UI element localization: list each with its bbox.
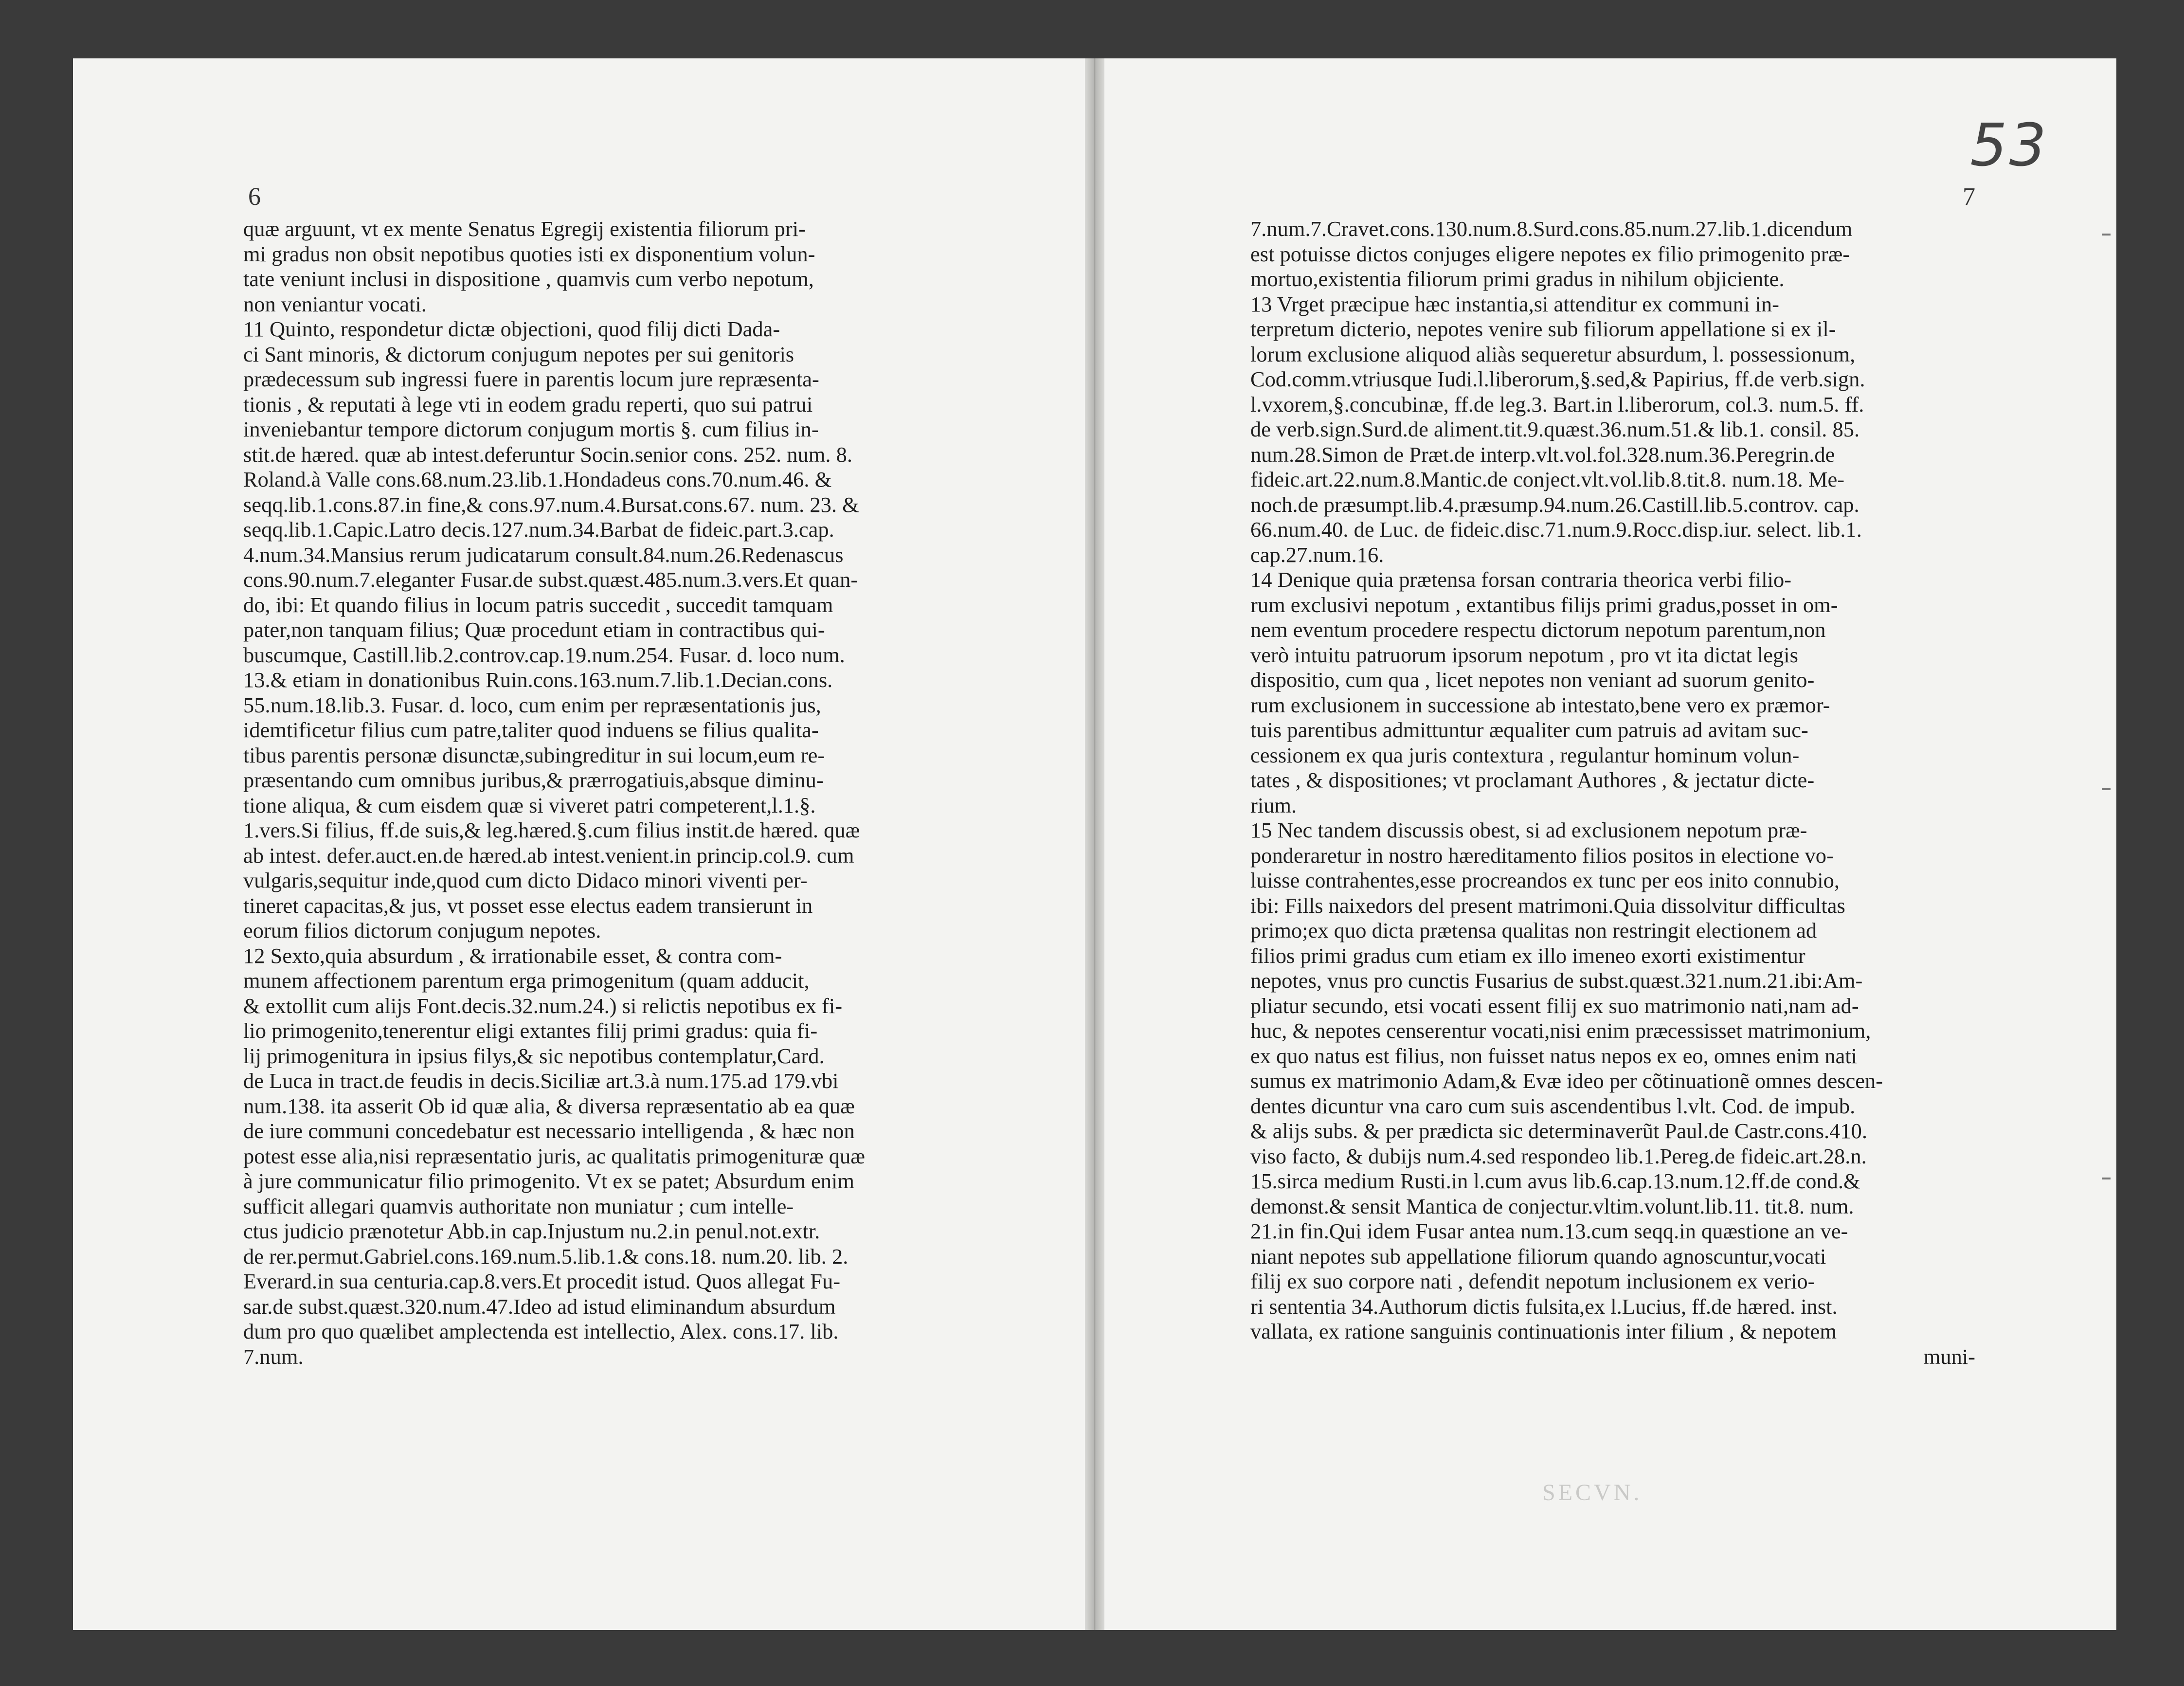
text-line: & alijs subs. & per prædicta sic determinaverũt Paul.de Castr.cons.410. (1250, 1119, 1868, 1143)
text-line: noch.de præsumpt.lib.4.præsump.94.num.26.Castill.lib.5.controv. cap. (1250, 492, 1859, 517)
text-line: cons.90.num.7.eleganter Fusar.de subst.quæst.485.num.3.vers.Et quan- (243, 567, 858, 592)
faint-bleed-through: SECVN. (1542, 1480, 1643, 1505)
text-line: 4.num.34.Mansius rerum judicatarum consult.84.num.26.Redenascus (243, 542, 844, 567)
book-gutter (1085, 58, 1104, 1630)
text-line: mi gradus non obsit nepotibus quoties isti ex disponentium volun- (243, 241, 815, 266)
text-line: de Luca in tract.de feudis in decis.Siciliæ art.3.à num.175.ad 179.vbi (243, 1069, 839, 1093)
text-line: 13 Vrget præcipue hæc instantia,si attenditur ex communi in- (1250, 291, 1779, 316)
text-line: ex quo natus est filius, non fuisset natus nepos ex eo, omnes enim nati (1250, 1043, 1858, 1068)
right-page-number: 7 (1963, 183, 1975, 211)
right-page (1104, 58, 2116, 1630)
text-line: Roland.à Valle cons.68.num.23.lib.1.Hondadeus cons.70.num.46. & (243, 467, 832, 491)
text-line: 13.& etiam in donationibus Ruin.cons.163.num.7.lib.1.Decian.cons. (243, 668, 833, 692)
text-line: ri sententia 34.Authorum dictis fulsita,ex l.Lucius, ff.de hæred. inst. (1250, 1294, 1838, 1319)
left-page (73, 58, 1085, 1630)
text-line: Everard.in sua centuria.cap.8.vers.Et procedit istud. Quos allegat Fu- (243, 1269, 841, 1293)
text-line: verò intuitu patruorum ipsorum nepotum , pro vt ita dictat legis (1250, 642, 1798, 667)
page-edge-tick (2102, 234, 2111, 236)
text-line: quæ arguunt, vt ex mente Senatus Egregij existentia filiorum pri- (243, 217, 806, 241)
text-line: rum exclusionem in successione ab intestato,bene vero ex præmor- (1250, 692, 1830, 717)
text-line: sufficit allegari quamvis authoritate non muniatur ; cum intelle- (243, 1194, 794, 1218)
text-line: est potuisse dictos conjuges eligere nepotes ex filio primogenito præ- (1250, 241, 1850, 266)
text-line: ibi: Fills naixedors del present matrimoni.Quia dissolvitur difficultas (1250, 893, 1845, 918)
text-line: pliatur secundo, etsi vocati essent filij ex suo matrimonio nati,nam ad- (1250, 993, 1859, 1018)
text-line: tionis , & reputati à lege vti in eodem gradu reperti, quo sui patrui (243, 392, 813, 417)
text-line: 1.vers.Si filius, ff.de suis,& leg.hæred.§.cum filius instit.de hæred. quæ (243, 818, 860, 842)
text-line: de iure communi concedebatur est necessario intelligenda , & hæc non (243, 1119, 855, 1143)
text-line: nem eventum procedere respectu dictorum nepotum parentum,non (1250, 617, 1826, 642)
text-line: 14 Denique quia prætensa forsan contraria theorica verbi filio- (1250, 567, 1792, 592)
text-line: & extollit cum alijs Font.decis.32.num.24.) si relictis nepotibus ex fi- (243, 993, 843, 1018)
text-line: seqq.lib.1.cons.87.in fine,& cons.97.num.4.Bursat.cons.67. num. 23. & (243, 492, 859, 517)
text-line: ponderaretur in nostro hæreditamento filios positos in electione vo- (1250, 843, 1834, 868)
text-line: tate veniunt inclusi in dispositione , quamvis cum verbo nepotum, (243, 267, 814, 291)
text-line: lij primogenitura in ipsius filys,& sic nepotibus contemplatur,Card. (243, 1043, 825, 1068)
text-line: filios primi gradus cum etiam ex illo imeneo exorti existimentur (1250, 943, 1805, 968)
text-line: idemtificetur filius cum patre,taliter quod induens se filius qualita- (243, 718, 819, 742)
text-line: potest esse alia,nisi repræsentatio juris, ac qualitatis primogenituræ quæ (243, 1143, 865, 1168)
text-line: cap.27.num.16. (1250, 542, 1384, 567)
text-line: sumus ex matrimonio Adam,& Evæ ideo per cõtinuationẽ omnes descen- (1250, 1069, 1883, 1093)
text-line: viso facto, & dubijs num.4.sed respondeo lib.1.Pereg.de fideic.art.28.n. (1250, 1143, 1867, 1168)
text-line: l.vxorem,§.concubinæ, ff.de leg.3. Bart.in l.liberorum, col.3. num.5. ff. (1250, 392, 1864, 417)
text-line: 7.num.7.Cravet.cons.130.num.8.Surd.cons.85.num.27.lib.1.dicendum (1250, 217, 1853, 241)
text-line: præsentando cum omnibus juribus,& prærrogatiuis,absque diminu- (243, 768, 824, 792)
book-spread (73, 58, 2116, 1630)
text-line: cessionem ex qua juris contextura , regulantur hominum volun- (1250, 743, 1800, 767)
text-line: de rer.permut.Gabriel.cons.169.num.5.lib.1.& cons.18. num.20. lib. 2. (243, 1244, 848, 1269)
text-line: ctus judicio prænotetur Abb.in cap.Injustum nu.2.in penul.not.extr. (243, 1219, 820, 1243)
text-line: huc, & nepotes censerentur vocati,nisi enim præcessisset matrimonium, (1250, 1018, 1871, 1043)
text-line: vallata, ex ratione sanguinis continuationis inter filium , & nepotem (1250, 1319, 1837, 1343)
text-line: dum pro quo quælibet amplectenda est intellectio, Alex. cons.17. lib. (243, 1319, 839, 1343)
text-line: dentes dicuntur vna caro cum suis ascendentibus l.vlt. Cod. de impub. (1250, 1093, 1856, 1118)
text-line: tibus parentis personæ disunctæ,subingreditur in sui locum,eum re- (243, 743, 825, 767)
text-line: tineret capacitas,& jus, vt posset esse electus eadem transierunt in (243, 893, 813, 918)
text-line: à jure communicatur filio primogenito. Vt ex se patet; Absurdum enim (243, 1169, 855, 1193)
text-line: stit.de hæred. quæ ab intest.deferuntur Socin.senior cons. 252. num. 8. (243, 442, 852, 467)
text-line: sar.de subst.quæst.320.num.47.Ideo ad istud eliminandum absurdum (243, 1294, 836, 1319)
text-line: dispositio, cum qua , licet nepotes non veniant ad suorum genito- (1250, 668, 1815, 692)
text-line: 21.in fin.Qui idem Fusar antea num.13.cum seqq.in quæstione an ve- (1250, 1219, 1848, 1243)
text-line: primo;ex quo dicta prætensa qualitas non restringit electionem ad (1250, 918, 1817, 943)
text-line: tione aliqua, & cum eisdem quæ si viveret patri competerent,l.1.§. (243, 793, 816, 817)
text-line: luisse contrahentes,esse procreandos ex tunc per eos inito connubio, (1250, 868, 1840, 892)
text-line: non veniantur vocati. (243, 291, 427, 316)
text-line: nepotes, vnus pro cunctis Fusarius de subst.quæst.321.num.21.ibi:Am- (1250, 968, 1863, 993)
right-page-text (1250, 217, 1975, 1369)
text-line: de verb.sign.Surd.de aliment.tit.9.quæst.36.num.51.& lib.1. consil. 85. (1250, 417, 1860, 441)
text-line: 15 Nec tandem discussis obest, si ad exclusionem nepotum præ- (1250, 818, 1807, 842)
text-line: vulgaris,sequitur inde,quod cum dicto Didaco minori viventi per- (243, 868, 808, 892)
text-line: mortuo,existentia filiorum primi gradus in nihilum objiciente. (1250, 267, 1785, 291)
text-line: 12 Sexto,quia absurdum , & irrationabile esset, & contra com- (243, 943, 782, 968)
right-catchword: muni- (1923, 1344, 1975, 1369)
text-line: do, ibi: Et quando filius in locum patris succedit , succedit tamquam (243, 592, 833, 617)
text-line: 66.num.40. de Luc. de fideic.disc.71.num.9.Rocc.disp.iur. select. lib.1. (1250, 517, 1862, 542)
text-line: lorum exclusione aliquod aliàs sequeretur absurdum, l. possessionum, (1250, 342, 1856, 366)
text-line: rium. (1250, 793, 1297, 817)
text-line: filij ex suo corpore nati , defendit nepotum inclusionem ex verio- (1250, 1269, 1815, 1293)
text-line: inveniebantur tempore dictorum conjugum mortis §. cum filius in- (243, 417, 819, 441)
text-line: num.138. ita asserit Ob id quæ alia, & diversa repræsentatio ab ea quæ (243, 1093, 855, 1118)
page-edge-tick (2102, 788, 2111, 790)
left-page-text (243, 217, 968, 1369)
text-line: demonst.& sensit Mantica de conjectur.vltim.volunt.lib.11. tit.8. num. (1250, 1194, 1854, 1218)
text-line: terpretum dicterio, nepotes venire sub filiorum appellatione si ex il- (1250, 317, 1836, 341)
text-line: tuis parentibus admittuntur æqualiter cum patruis ad avitam suc- (1250, 718, 1808, 742)
text-line: tates , & dispositiones; vt proclamant Authores , & jectatur dicte- (1250, 768, 1815, 792)
text-line: munem affectionem parentum erga primogenitum (quam adducit, (243, 968, 810, 993)
text-line: prædecessum sub ingressi fuere in parentis locum jure repræsenta- (243, 367, 819, 391)
text-line: lio primogenito,tenerentur eligi extantes filij primi gradus: quia fi- (243, 1018, 818, 1043)
text-line: seqq.lib.1.Capic.Latro decis.127.num.34.Barbat de fideic.part.3.cap. (243, 517, 834, 542)
text-line: 7.num. (243, 1344, 304, 1369)
text-line: buscumque, Castill.lib.2.controv.cap.19.num.254. Fusar. d. loco num. (243, 642, 845, 667)
left-page-number: 6 (248, 183, 261, 211)
text-line: eorum filios dictorum conjugum nepotes. (243, 918, 601, 943)
text-line: rum exclusivi nepotum , extantibus filijs primi gradus,posset in om- (1250, 592, 1838, 617)
text-line: pater,non tanquam filius; Quæ procedunt etiam in contractibus qui- (243, 617, 825, 642)
text-line: niant nepotes sub appellatione filiorum quando agnoscuntur,vocati (1250, 1244, 1826, 1269)
text-line: 55.num.18.lib.3. Fusar. d. loco, cum enim per repræsentationis jus, (243, 692, 821, 717)
text-line: num.28.Simon de Præt.de interp.vlt.vol.fol.328.num.36.Peregrin.de (1250, 442, 1835, 467)
folio-mark: 53 (1970, 112, 2048, 180)
text-line: ab intest. defer.auct.en.de hæred.ab intest.venient.in princip.col.9. cum (243, 843, 854, 868)
text-line: Cod.comm.vtriusque Iudi.l.liberorum,§.sed,& Papirius, ff.de verb.sign. (1250, 367, 1865, 391)
page-edge-tick (2102, 1178, 2111, 1179)
text-line: fideic.art.22.num.8.Mantic.de conject.vlt.vol.lib.8.tit.8. num.18. Me- (1250, 467, 1845, 491)
text-line: ci Sant minoris, & dictorum conjugum nepotes per sui genitoris (243, 342, 794, 366)
text-line: 11 Quinto, respondetur dictæ objectioni, quod filij dicti Dada- (243, 317, 780, 341)
text-line: 15.sirca medium Rusti.in l.cum avus lib.6.cap.13.num.12.ff.de cond.& (1250, 1169, 1860, 1193)
